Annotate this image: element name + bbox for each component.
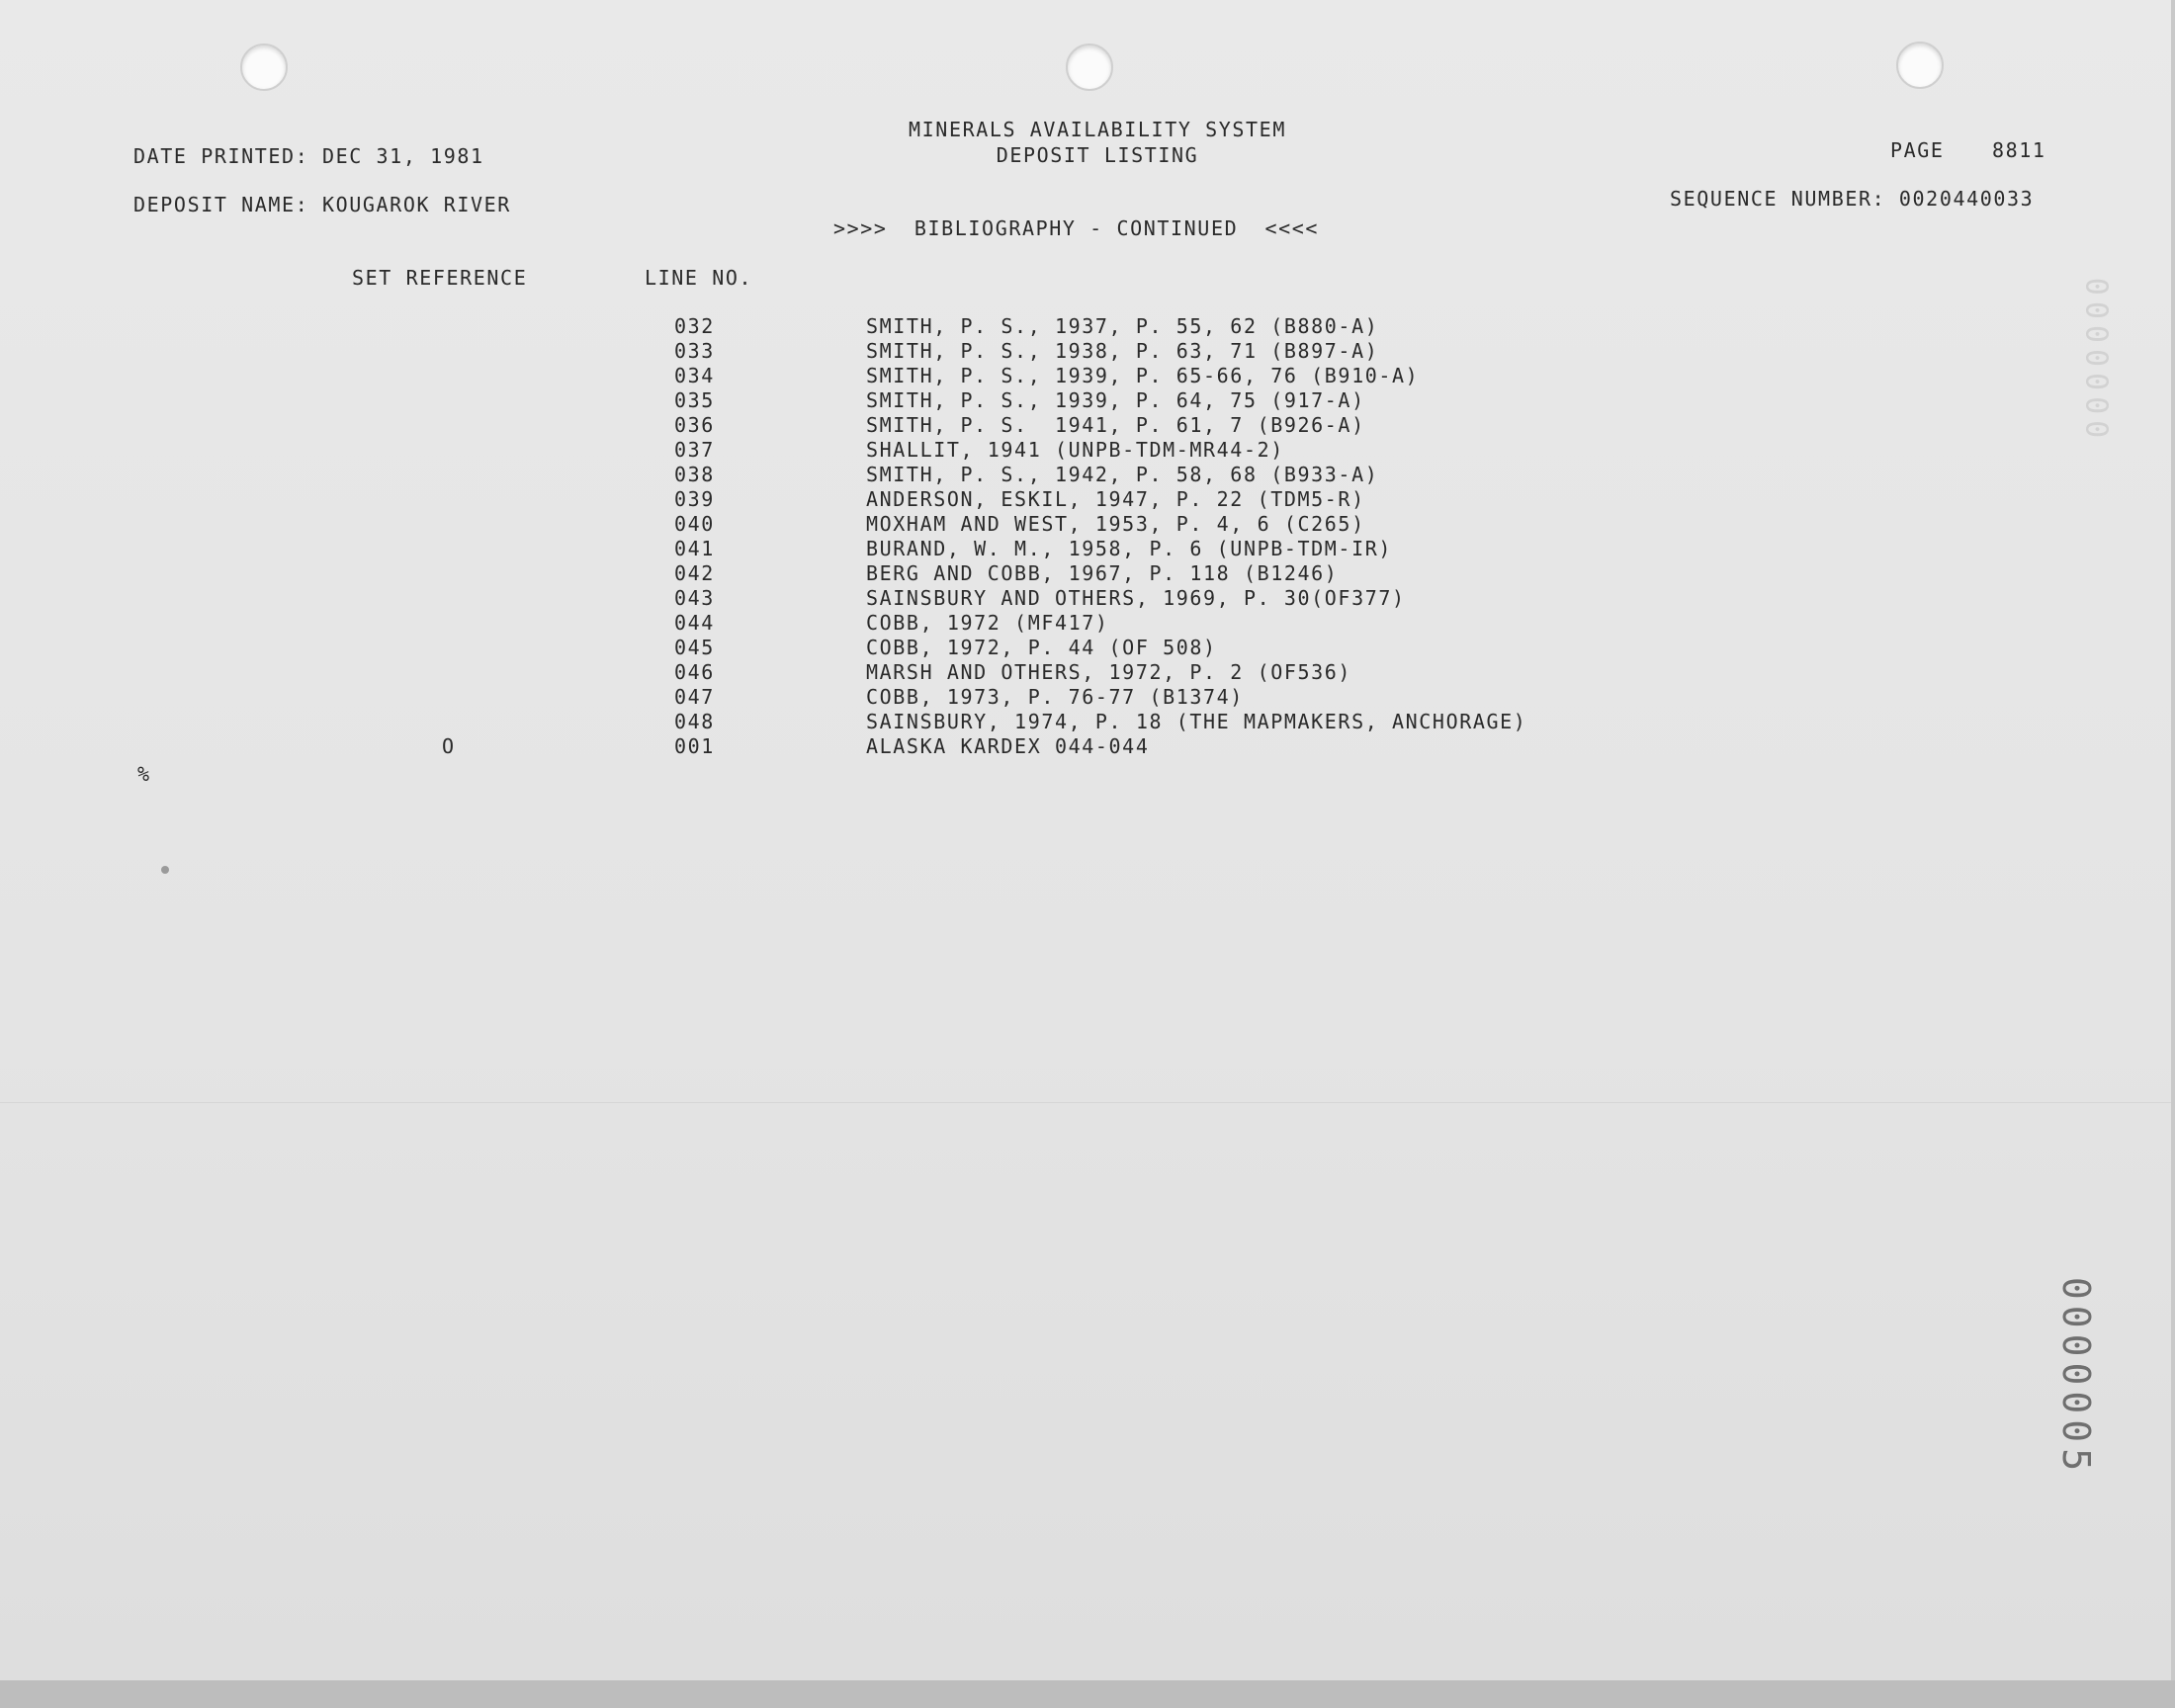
- stamp-number-text: 0000005: [2054, 1276, 2098, 1478]
- list-item: [0, 611, 2175, 636]
- reference-text-cell: SMITH, P. S., 1942, P. 58, 68 (B933-A): [866, 463, 1379, 486]
- reference-text-cell: SMITH, P. S., 1937, P. 55, 62 (B880-A): [866, 314, 1379, 338]
- reference-text-cell: SMITH, P. S. 1941, P. 61, 7 (B926-A): [866, 413, 1365, 437]
- line-number-cell: 044: [674, 611, 715, 635]
- scan-edge: [0, 1680, 2175, 1708]
- reference-text-cell: BURAND, W. M., 1958, P. 6 (UNPB-TDM-IR): [866, 537, 1392, 560]
- binder-hole-left: [240, 43, 288, 91]
- page-label: PAGE: [1890, 138, 1945, 162]
- line-number-cell: 045: [674, 636, 715, 659]
- section-title: >>>> BIBLIOGRAPHY - CONTINUED <<<<: [833, 216, 1320, 240]
- line-number-cell: 041: [674, 537, 715, 560]
- list-item: [0, 636, 2175, 660]
- sequence-number: SEQUENCE NUMBER: 0020440033: [1670, 187, 2035, 211]
- reference-text-cell: COBB, 1972, P. 44 (OF 508): [866, 636, 1217, 659]
- column-header-line-no: LINE NO.: [645, 266, 753, 290]
- binder-hole-right: [1896, 42, 1944, 89]
- reference-text-cell: SMITH, P. S., 1938, P. 63, 71 (B897-A): [866, 339, 1379, 363]
- reference-text-cell: SHALLIT, 1941 (UNPB-TDM-MR44-2): [866, 438, 1284, 462]
- list-item: [0, 364, 2175, 388]
- list-item: [0, 314, 2175, 339]
- list-item: [0, 512, 2175, 537]
- reference-text-cell: ANDERSON, ESKIL, 1947, P. 22 (TDM5-R): [866, 487, 1365, 511]
- column-header-set-reference: SET REFERENCE: [352, 266, 528, 290]
- smudge-mark: [161, 866, 169, 874]
- list-item: [0, 685, 2175, 710]
- line-number-cell: 038: [674, 463, 715, 486]
- list-item: [0, 561, 2175, 586]
- list-item: [0, 388, 2175, 413]
- line-number-cell: 032: [674, 314, 715, 338]
- list-item: [0, 438, 2175, 463]
- reference-text-cell: BERG AND COBB, 1967, P. 118 (B1246): [866, 561, 1339, 585]
- line-number-cell: 048: [674, 710, 715, 733]
- reference-text-cell: SAINSBURY AND OTHERS, 1969, P. 30(OF377): [866, 586, 1406, 610]
- line-number-cell: 033: [674, 339, 715, 363]
- line-number-cell: 001: [674, 734, 715, 758]
- list-item: [0, 487, 2175, 512]
- line-number-cell: 043: [674, 586, 715, 610]
- list-item: [0, 537, 2175, 561]
- line-number-cell: 036: [674, 413, 715, 437]
- end-marker: %: [137, 762, 151, 786]
- line-number-cell: 037: [674, 438, 715, 462]
- system-title: MINERALS AVAILABILITY SYSTEM: [909, 118, 1286, 141]
- reference-text-cell: SAINSBURY, 1974, P. 18 (THE MAPMAKERS, ANCHORAGE): [866, 710, 1527, 733]
- listing-title: DEPOSIT LISTING: [996, 143, 1199, 167]
- date-printed: DATE PRINTED: DEC 31, 1981: [133, 144, 484, 168]
- line-number-cell: 035: [674, 388, 715, 412]
- reference-text-cell: COBB, 1972 (MF417): [866, 611, 1109, 635]
- line-number-cell: 047: [674, 685, 715, 709]
- list-item: [0, 463, 2175, 487]
- binder-hole-center: [1066, 43, 1113, 91]
- list-item: [0, 413, 2175, 438]
- line-number-cell: 034: [674, 364, 715, 387]
- reference-text-cell: ALASKA KARDEX 044-044: [866, 734, 1150, 758]
- line-number-cell: 042: [674, 561, 715, 585]
- line-number-cell: 040: [674, 512, 715, 536]
- reference-text-cell: MOXHAM AND WEST, 1953, P. 4, 6 (C265): [866, 512, 1365, 536]
- reference-text-cell: SMITH, P. S., 1939, P. 65-66, 76 (B910-A): [866, 364, 1420, 387]
- page-stamp-number: [2046, 1273, 2106, 1481]
- deposit-name: DEPOSIT NAME: KOUGAROK RIVER: [133, 193, 511, 216]
- line-number-cell: 046: [674, 660, 715, 684]
- reference-text-cell: COBB, 1973, P. 76-77 (B1374): [866, 685, 1244, 709]
- list-item: [0, 660, 2175, 685]
- fold-line: [0, 1102, 2171, 1103]
- list-item: [0, 339, 2175, 364]
- reference-text-cell: MARSH AND OTHERS, 1972, P. 2 (OF536): [866, 660, 1352, 684]
- list-item: [0, 710, 2175, 734]
- line-number-cell: 039: [674, 487, 715, 511]
- reference-text-cell: SMITH, P. S., 1939, P. 64, 75 (917-A): [866, 388, 1365, 412]
- page-number: 8811: [1992, 138, 2046, 162]
- bibliography-list: [0, 314, 2175, 759]
- list-item: [0, 734, 2175, 759]
- list-item: [0, 586, 2175, 611]
- bleed-through-stamp: 0000000: [2078, 277, 2114, 445]
- set-reference-cell: O: [442, 734, 456, 758]
